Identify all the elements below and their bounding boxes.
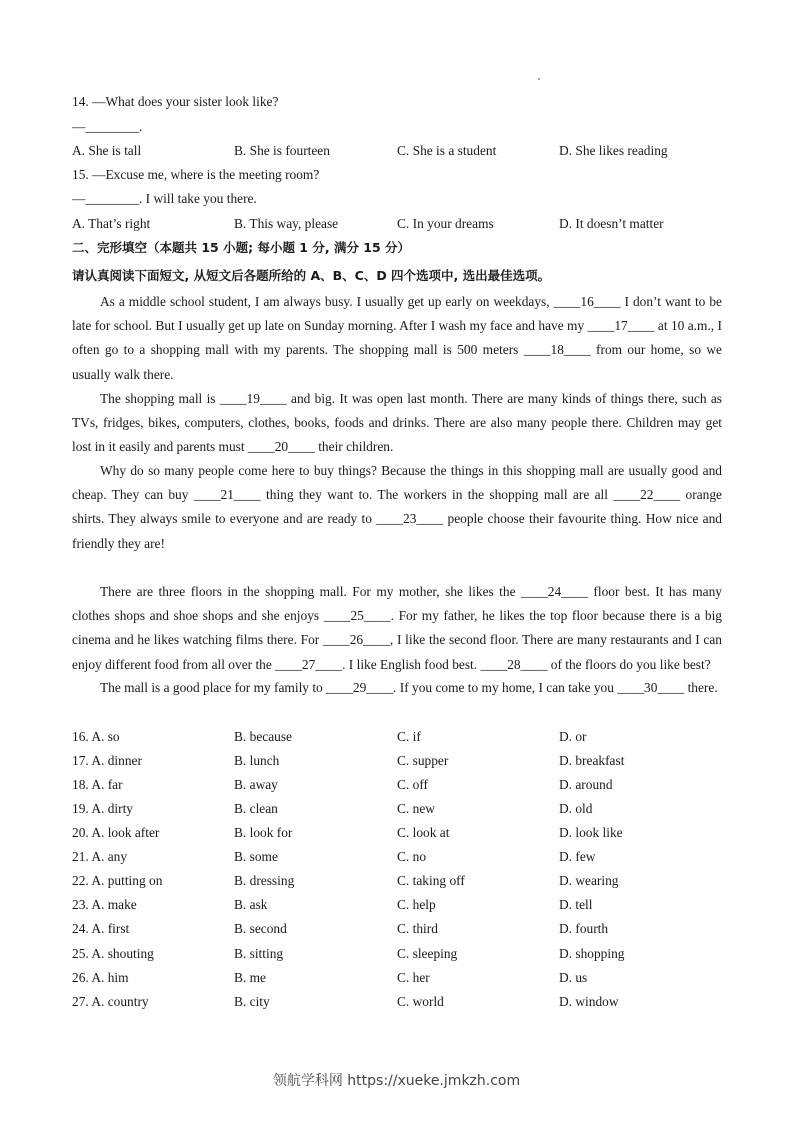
passage-paragraph-2: The shopping mall is ____19____ and big. It was open last month. There are many kinds of things there, such as TVs, fridges, bikes, computers, clothes, books, foods and drinks. There are also many people there. Children may get lost in it easily and parents must ____20____ their children. [72,391,722,455]
option-b: B. some [234,849,278,864]
choice-row [72,824,732,842]
choice-row [72,800,732,818]
choice-row [72,896,732,914]
option-c: C. world [397,994,444,1009]
passage-paragraph-4: There are three floors in the shopping mall. For my mother, she likes the ____24____ floor best. It has many clothes shops and shoe shops and she enjoys ____25____. For my father, he likes the top floor because there is a big cinema and he likes watching films there. For ____26____, I like the second floor. There are many restaurants and I can enjoy different food from all over the ____27____. I like English food best. ____28____ of the floors do you like best? [72,584,722,672]
option-a: 25. A. shouting [72,946,154,961]
option-a: 22. A. putting on [72,873,163,888]
option-a: 16. A. so [72,729,120,744]
option-d: D. or [559,729,587,744]
option-c: C. She is a student [397,143,497,158]
option-a: 19. A. dirty [72,801,134,816]
choice-row [72,920,732,938]
option-d: D. She likes reading [559,143,668,158]
option-d: D. tell [559,897,593,912]
choice-row [72,728,732,746]
option-c: C. third [397,921,438,936]
option-c: C. help [397,897,436,912]
option-c: C. no [397,849,427,864]
option-a: 17. A. dinner [72,753,142,768]
option-b: B. sitting [234,946,284,961]
option-b: B. This way, please [234,216,339,231]
option-c: C. In your dreams [397,216,494,231]
question-15-stem: 15. —Excuse me, where is the meeting room? [72,167,320,182]
question-15-reply: —________. I will take you there. [72,191,257,206]
option-b: B. She is fourteen [234,143,330,158]
option-a: 26. A. him [72,970,129,985]
option-c: C. new [397,801,435,816]
passage-paragraph-5: The mall is a good place for my family to ____29____. If you come to my home, I can take you ____30____ there. [100,680,718,695]
option-a: 24. A. first [72,921,130,936]
choice-row [72,993,732,1011]
option-d: D. few [559,849,596,864]
section-title: 二、完形填空（本题共 15 小题; 每小题 1 分, 满分 15 分） [72,240,411,255]
option-d: D. us [559,970,588,985]
option-d: D. breakfast [559,753,625,768]
option-d: D. window [559,994,619,1009]
footer-watermark: 领航学科网 https://xueke.jmkzh.com [272,1073,521,1089]
option-b: B. dressing [234,873,295,888]
option-a: A. That’s right [72,216,151,231]
option-b: B. look for [234,825,293,840]
question-14-options [72,142,732,160]
option-b: B. because [234,729,293,744]
stray-dot [538,78,540,80]
option-c: C. off [397,777,428,792]
option-d: D. fourth [559,921,609,936]
option-b: B. city [234,994,270,1009]
option-c: C. look at [397,825,450,840]
option-b: B. away [234,777,278,792]
option-c: C. her [397,970,430,985]
question-14-stem: 14. —What does your sister look like? [72,94,279,109]
passage-paragraph-3: Why do so many people come here to buy things? Because the things in this shopping mall are usually good and cheap. They can buy ____21____ thing they want to. The workers in the shopping mall are all ____22____ orange shirts. They always smile to everyone and are ready to ____23____ people choose their favourite thing. How nice and friendly they are! [72,463,722,551]
option-d: D. shopping [559,946,625,961]
option-d: D. It doesn’t matter [559,216,664,231]
option-c: C. sleeping [397,946,458,961]
option-c: C. if [397,729,421,744]
option-a: 18. A. far [72,777,123,792]
option-a: 20. A. look after [72,825,160,840]
option-b: B. me [234,970,266,985]
passage-paragraph-1: As a middle school student, I am always busy. I usually get up early on weekdays, ____16____ I don’t want to be late for school. But I usually get up late on Sunday morning. After I wash my face and have my ____17____ at 10 a.m., I often go to a shopping mall with my parents. The shopping mall is 500 meters ____18____ from our home, so we usually walk there. [72,294,722,382]
option-d: D. old [559,801,593,816]
option-d: D. look like [559,825,623,840]
option-a: 27. A. country [72,994,149,1009]
option-d: D. around [559,777,613,792]
option-b: B. second [234,921,287,936]
choice-row [72,752,732,770]
option-a: A. She is tall [72,143,142,158]
choice-row [72,945,732,963]
option-c: C. supper [397,753,449,768]
choice-row [72,848,732,866]
option-b: B. clean [234,801,278,816]
choice-row [72,776,732,794]
option-b: B. lunch [234,753,280,768]
question-14-reply: —________. [72,119,143,134]
choice-row [72,969,732,987]
option-c: C. taking off [397,873,465,888]
section-instruction: 请认真阅读下面短文, 从短文后各题所给的 A、B、C、D 四个选项中, 选出最佳选项。 [72,268,551,283]
option-d: D. wearing [559,873,619,888]
option-a: 21. A. any [72,849,128,864]
option-b: B. ask [234,897,268,912]
option-a: 23. A. make [72,897,137,912]
question-15-options [72,215,732,233]
choice-row [72,872,732,890]
